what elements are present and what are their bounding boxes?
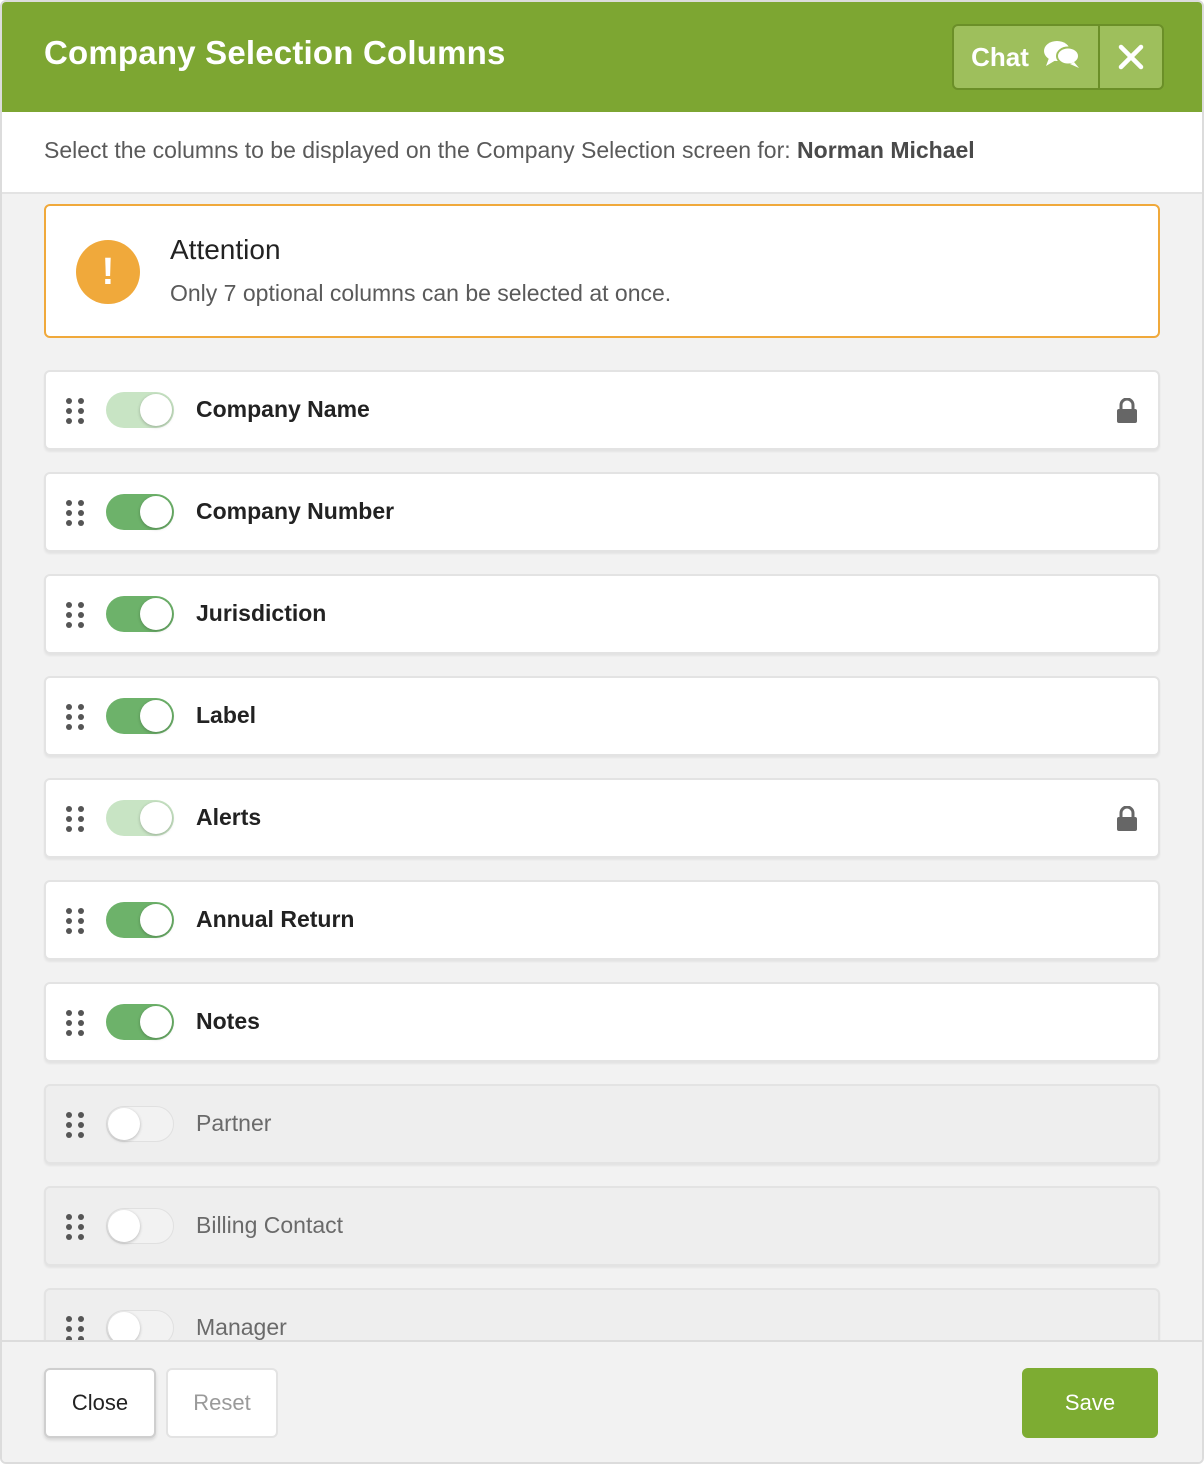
chat-button[interactable]	[954, 26, 1100, 88]
drag-handle-icon[interactable]	[66, 1010, 88, 1036]
column-toggle[interactable]	[106, 596, 174, 632]
subtitle-text: Select the columns to be displayed on the Company Selection screen for:	[44, 137, 791, 163]
chat-label: Chat	[971, 41, 1029, 72]
dialog-footer	[2, 1340, 1202, 1464]
lock-icon	[1116, 398, 1138, 424]
warning-icon: !	[76, 240, 140, 304]
column-label: Jurisdiction	[196, 600, 327, 626]
toggle-knob	[140, 394, 172, 426]
column-row[interactable]	[44, 1186, 1160, 1266]
column-row[interactable]	[44, 574, 1160, 654]
subtitle-bar	[2, 112, 1202, 194]
drag-handle-icon[interactable]	[66, 704, 88, 730]
drag-handle-icon[interactable]	[66, 602, 88, 628]
column-toggle[interactable]	[106, 1106, 174, 1142]
column-toggle[interactable]	[106, 698, 174, 734]
chat-bubbles-icon	[1043, 39, 1081, 76]
column-label: Notes	[196, 1008, 260, 1034]
drag-handle-icon[interactable]	[66, 806, 88, 832]
drag-handle-icon[interactable]	[66, 908, 88, 934]
column-label: Label	[196, 702, 257, 728]
column-label: Alerts	[196, 804, 262, 830]
column-row[interactable]	[44, 1084, 1160, 1164]
header-actions	[952, 24, 1164, 90]
dialog-subtitle	[44, 137, 975, 164]
column-toggle[interactable]	[106, 1310, 174, 1340]
column-toggle[interactable]	[106, 902, 174, 938]
column-row[interactable]	[44, 778, 1160, 858]
toggle-knob	[140, 802, 172, 834]
toggle-knob	[140, 700, 172, 732]
drag-handle-icon[interactable]	[66, 1316, 88, 1340]
attention-alert	[44, 204, 1160, 338]
column-label: Billing Contact	[196, 1212, 344, 1238]
column-row[interactable]	[44, 982, 1160, 1062]
column-toggle[interactable]	[106, 1208, 174, 1244]
toggle-knob	[140, 496, 172, 528]
toggle-knob	[108, 1312, 140, 1340]
column-toggle[interactable]	[106, 494, 174, 530]
drag-handle-icon[interactable]	[66, 1214, 88, 1240]
toggle-knob	[140, 904, 172, 936]
dialog-title: Company Selection Columns	[44, 34, 506, 71]
drag-handle-icon[interactable]	[66, 398, 88, 424]
columns-content	[2, 194, 1202, 1340]
column-label: Company Number	[196, 498, 395, 524]
toggle-knob	[140, 598, 172, 630]
column-row[interactable]	[44, 1288, 1160, 1340]
user-name: Norman Michael	[797, 137, 975, 163]
column-label: Partner	[196, 1110, 272, 1136]
alert-title: Attention	[170, 234, 281, 265]
column-toggle[interactable]	[106, 1004, 174, 1040]
reset-button[interactable]: Reset	[166, 1368, 278, 1438]
lock-icon	[1116, 806, 1138, 832]
toggle-knob	[108, 1108, 140, 1140]
column-toggle	[106, 800, 174, 836]
toggle-knob	[108, 1210, 140, 1242]
column-label: Annual Return	[196, 906, 355, 932]
column-toggle	[106, 392, 174, 428]
drag-handle-icon[interactable]	[66, 1112, 88, 1138]
column-label: Company Name	[196, 396, 370, 422]
dialog-header	[2, 2, 1202, 112]
column-row[interactable]	[44, 880, 1160, 960]
save-button[interactable]: Save	[1022, 1368, 1158, 1438]
close-icon[interactable]	[1100, 26, 1162, 88]
column-row[interactable]	[44, 472, 1160, 552]
toggle-knob	[140, 1006, 172, 1038]
column-row[interactable]	[44, 370, 1160, 450]
close-button[interactable]: Close	[44, 1368, 156, 1438]
column-label: Manager	[196, 1314, 287, 1340]
alert-text: Only 7 optional columns can be selected at once.	[170, 280, 672, 306]
drag-handle-icon[interactable]	[66, 500, 88, 526]
column-row[interactable]	[44, 676, 1160, 756]
